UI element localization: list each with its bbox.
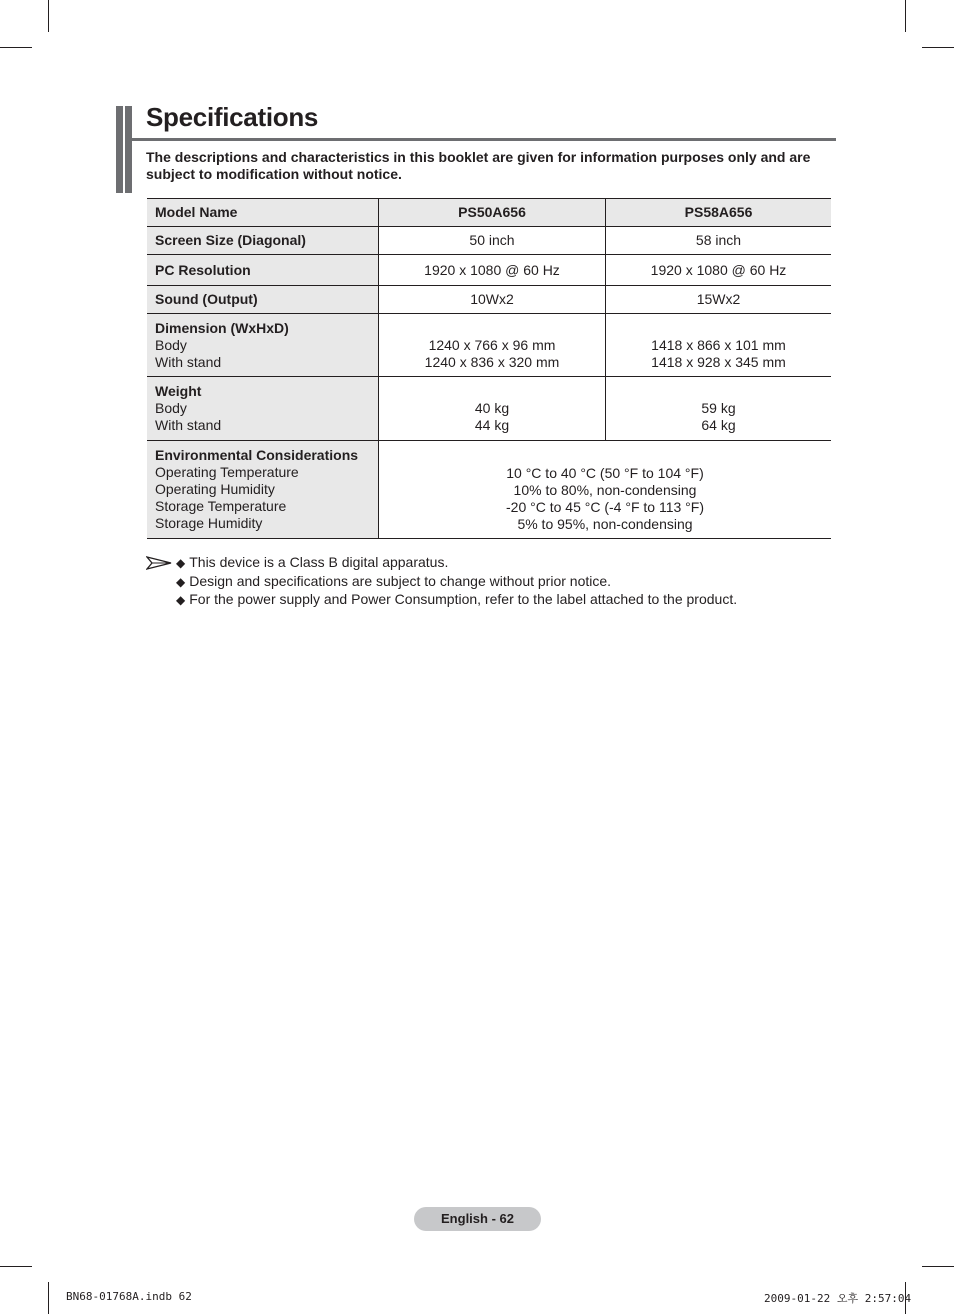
dimension-stand-value-2: 1418 x 928 x 345 mm bbox=[651, 353, 786, 370]
weight-body-value-2: 59 kg bbox=[701, 400, 736, 416]
intro-text: The descriptions and characteristics in this booklet are given for information purposes only and are subject to modification without notice. bbox=[146, 149, 811, 182]
operating-temperature-value: 10 °C to 40 °C (50 °F to 104 °F) bbox=[506, 464, 704, 481]
dimension-body-value-2: 1418 x 866 x 101 mm bbox=[651, 336, 786, 353]
row-label-screen-size: Screen Size (Diagonal) bbox=[155, 232, 306, 248]
list-item: ◆ Design and specifications are subject to change without prior notice. bbox=[176, 572, 612, 589]
crop-mark bbox=[905, 0, 906, 32]
row-label-weight: Weight bbox=[155, 383, 202, 399]
diamond-bullet-icon: ◆ bbox=[176, 574, 186, 589]
print-slug-file: BN68-01768A.indb 62 bbox=[66, 1290, 192, 1303]
section-marker-bars bbox=[116, 106, 132, 193]
weight-stand-value-1: 44 kg bbox=[474, 417, 510, 433]
page-number-badge: English - 62 bbox=[414, 1207, 541, 1231]
pc-resolution-value-2: 1920 x 1080 @ 60 Hz bbox=[606, 255, 832, 286]
row-sublabel-storage-humidity: Storage Humidity bbox=[155, 515, 263, 531]
row-label-environment: Environmental Considerations bbox=[155, 447, 359, 463]
table-row bbox=[147, 377, 831, 441]
note-arrow-icon bbox=[146, 554, 172, 572]
sound-value-2: 15Wx2 bbox=[606, 286, 832, 314]
header-model-2: PS58A656 bbox=[606, 199, 832, 227]
row-label-pc-resolution: PC Resolution bbox=[155, 261, 251, 278]
list-item: ◆ This device is a Class B digital apparatus. bbox=[176, 554, 449, 570]
row-label-sound: Sound (Output) bbox=[155, 291, 258, 307]
pc-resolution-value-1: 1920 x 1080 @ 60 Hz bbox=[379, 255, 606, 286]
row-sublabel-storage-temperature: Storage Temperature bbox=[155, 498, 287, 514]
dimension-body-value-1: 1240 x 766 x 96 mm bbox=[428, 336, 556, 353]
crop-mark bbox=[0, 47, 32, 48]
table-header-row bbox=[147, 199, 831, 227]
table-row bbox=[147, 286, 831, 314]
row-sublabel-body: Body bbox=[155, 400, 187, 416]
spec-table bbox=[147, 198, 831, 539]
table-row bbox=[147, 314, 831, 377]
operating-humidity-value: 10% to 80%, non-condensing bbox=[513, 481, 697, 498]
print-slug-timestamp: 2009-01-22 오후 2:57:04 bbox=[764, 1292, 912, 1305]
title-divider bbox=[132, 138, 836, 141]
row-sublabel-with-stand: With stand bbox=[155, 417, 222, 433]
diamond-bullet-icon: ◆ bbox=[176, 556, 186, 570]
table-row bbox=[147, 255, 831, 286]
row-sublabel-with-stand: With stand bbox=[155, 353, 222, 370]
sound-value-1: 10Wx2 bbox=[379, 286, 606, 314]
dimension-stand-value-1: 1240 x 836 x 320 mm bbox=[424, 353, 560, 370]
table-row bbox=[147, 227, 831, 255]
list-item: ◆ For the power supply and Power Consumption, refer to the label attached to the product. bbox=[176, 591, 738, 607]
notes-list bbox=[146, 554, 737, 610]
row-sublabel-body: Body bbox=[155, 336, 187, 353]
crop-mark bbox=[0, 1266, 32, 1267]
crop-mark bbox=[922, 47, 954, 48]
weight-body-value-1: 40 kg bbox=[474, 400, 510, 416]
weight-stand-value-2: 64 kg bbox=[701, 417, 736, 433]
storage-humidity-value: 5% to 95%, non-condensing bbox=[517, 515, 693, 532]
screen-size-value-1: 50 inch bbox=[379, 227, 606, 255]
table-row bbox=[147, 441, 831, 539]
diamond-bullet-icon: ◆ bbox=[176, 593, 186, 607]
row-sublabel-operating-humidity: Operating Humidity bbox=[155, 481, 275, 497]
crop-mark bbox=[922, 1266, 954, 1267]
screen-size-value-2: 58 inch bbox=[606, 227, 832, 255]
header-model-1: PS50A656 bbox=[379, 199, 606, 227]
crop-mark bbox=[48, 1282, 49, 1314]
row-label-dimension: Dimension (WxHxD) bbox=[155, 319, 289, 336]
page-title: Specifications bbox=[146, 102, 319, 132]
crop-mark bbox=[48, 0, 49, 32]
notes-section bbox=[146, 554, 737, 610]
header-model-name: Model Name bbox=[147, 199, 379, 227]
row-sublabel-operating-temperature: Operating Temperature bbox=[155, 464, 299, 480]
storage-temperature-value: -20 °C to 45 °C (-4 °F to 113 °F) bbox=[506, 498, 704, 515]
